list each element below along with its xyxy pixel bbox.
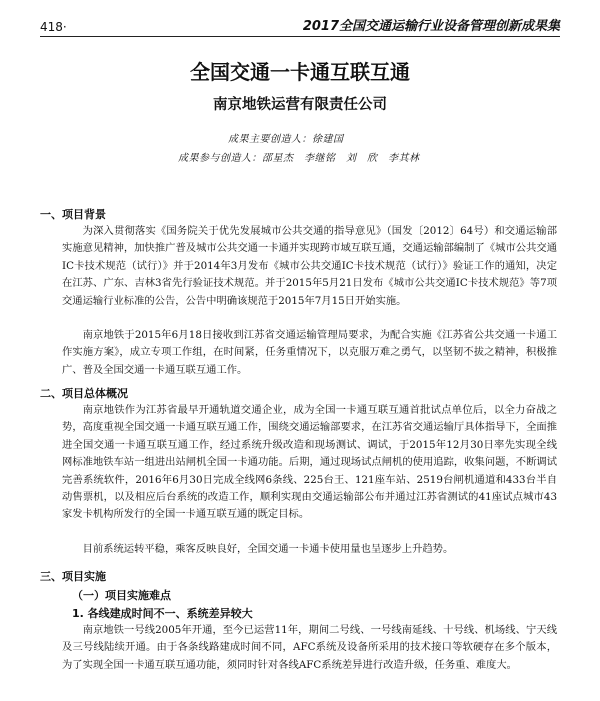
main-creator: 成果主要创造人：徐建国 bbox=[228, 134, 344, 145]
paragraph: 为深入贯彻落实《国务院关于优先发展城市公共交通的指导意见》（国发〔2012〕64号）和交通运输部实施意见精神，加快推广普及城市公共交通一卡通并实现跨市域互联互通，交通运输部编制了《城市公共交通IC卡技术规范（试行）》并于2014年3月发布《城市公共交通IC卡技术规范（试行）》验证工作的通知，决定在江苏、广东、吉林3省先行验证技术规范。并于2015年5月21日发布《城市公共交通IC卡技术规范》等7项交通运输行业标准的公告，公告中明确该规范于2015年7月15日开始实施。 bbox=[62, 225, 557, 307]
sub-sub-heading: 1. 各线建成时间不一、系统差异较大 bbox=[72, 607, 253, 620]
page-header bbox=[40, 14, 560, 37]
section-heading-background: 一、项目背景 bbox=[40, 208, 106, 221]
section-heading-implementation: 三、项目实施 bbox=[40, 570, 106, 583]
paragraph: 南京地铁作为江苏省最早开通轨道交通企业，成为全国一卡通互联互通首批试点单位后，以全力奋战之势，高度重视全国交通一卡通互联互通工作，围绕交通运输部要求，在江苏省交通运输厅具体指导下，全面推进全国交通一卡通互联互通工作，经过系统升级改造和现场测试、调试，于2015年12月30日率先实现全线网标准地铁车站一组进出站闸机全国一卡通功能。后期，通过现场试点闸机的使用追踪，收集问题，不断调试完善系统软件，2016年6月30日完成全线网6条线、225台王、121座车站、2519台闸机通道和433台半自动售票机，以及相应后台系统的改造工作，顺利实现由交通运输部公布并通过江苏省测试的41座试点城市43家发卡机构所发行的全国一卡通互联互通的既定目标。 bbox=[62, 404, 557, 521]
sub-section-heading: （一）项目实施难点 bbox=[72, 589, 171, 602]
organization-name: 南京地铁运营有限责任公司 bbox=[213, 97, 387, 113]
running-title: 2017全国交通运输行业设备管理创新成果集 bbox=[302, 19, 560, 34]
section-heading-overview: 二、项目总体概况 bbox=[40, 387, 128, 400]
article-title: 全国交通一卡通互联互通 bbox=[190, 60, 410, 84]
paragraph: 目前系统运转平稳，乘客反映良好，全国交通一卡通卡使用量也呈逐步上升趋势。 bbox=[82, 543, 454, 555]
page-number: 418· bbox=[40, 20, 67, 34]
participant-creators: 成果参与创造人：邵星杰 李继铭 刘 欣 李其林 bbox=[178, 153, 420, 164]
paragraph: 南京地铁一号线2005年开通，至今已运营11年，期间二号线、一号线南延线、十号线、机场线、宁天线及三号线陆续开通。由于各条线路建成时间不同，AFC系统及设备所采用的技术接口等软硬存在多个版本，为了实现全国一卡通互联互通功能，须同时针对各线AFC系统差异进行改造升级，任务重、难度大。 bbox=[62, 624, 557, 671]
paragraph: 南京地铁于2015年6月18日接收到江苏省交通运输管理局要求，为配合实施《江苏省公共交通一卡通工作实施方案》，成立专项工作组，在时间紧，任务重情况下，以克服万难之勇气，以坚韧不拔之精神，积极推广、普及全国交通一卡通互联互通工作。 bbox=[62, 329, 557, 376]
